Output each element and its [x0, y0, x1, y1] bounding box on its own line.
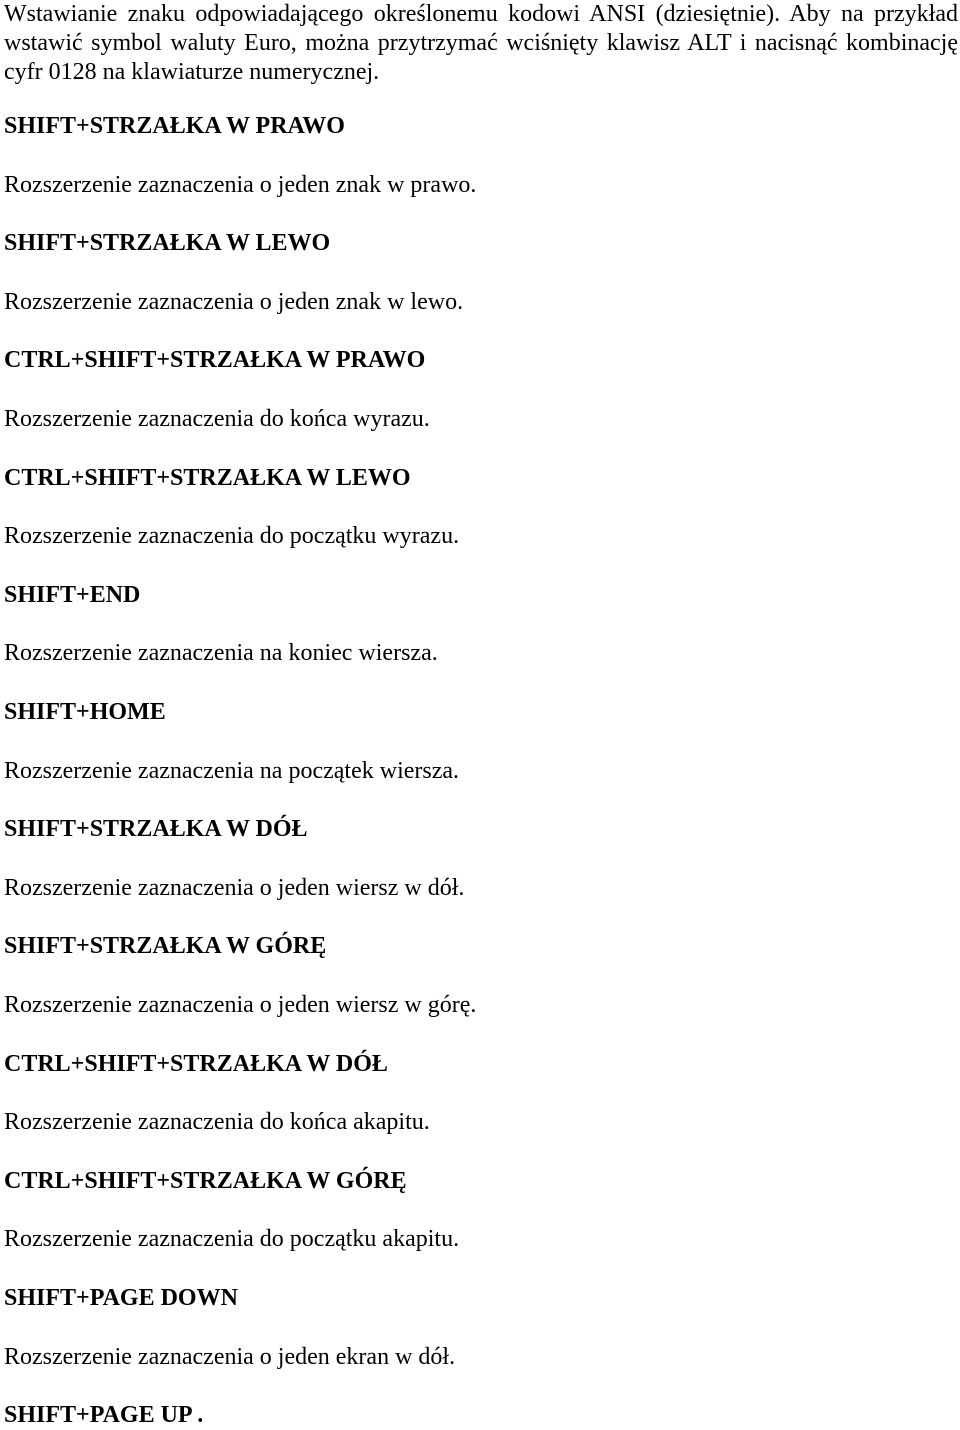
shortcut-key: SHIFT+PAGE DOWN — [4, 1285, 238, 1311]
shortcut-description: Rozszerzenie zaznaczenia o jeden ekran w dół. — [4, 1343, 456, 1370]
shortcut-key: SHIFT+STRZAŁKA W LEWO — [4, 230, 331, 257]
shortcut-key: SHIFT+PAGE UP . — [4, 1402, 204, 1429]
shortcut-key: SHIFT+STRZAŁKA W DÓŁ — [4, 816, 308, 843]
shortcut-description: Rozszerzenie zaznaczenia o jeden znak w prawo. — [4, 171, 477, 198]
shortcut-description: Rozszerzenie zaznaczenia o jeden wiersz w dół. — [4, 874, 465, 901]
shortcut-description: Rozszerzenie zaznaczenia do końca akapitu. — [4, 1109, 430, 1136]
shortcut-description: Rozszerzenie zaznaczenia do końca wyrazu. — [4, 405, 430, 432]
shortcut-description: Rozszerzenie zaznaczenia do początku akapitu. — [4, 1226, 460, 1253]
shortcut-key: CTRL+SHIFT+STRZAŁKA W PRAWO — [4, 347, 426, 374]
shortcut-description: Rozszerzenie zaznaczenia do początku wyrazu. — [4, 523, 460, 550]
shortcut-key: CTRL+SHIFT+STRZAŁKA W DÓŁ — [4, 1050, 388, 1077]
shortcut-key: SHIFT+HOME — [4, 699, 166, 725]
shortcut-description: Rozszerzenie zaznaczenia na początek wiersza. — [4, 757, 460, 784]
shortcut-description: Rozszerzenie zaznaczenia o jeden wiersz w górę. — [4, 991, 477, 1018]
shortcut-key: SHIFT+STRZAŁKA W PRAWO — [4, 113, 345, 139]
shortcut-description: Rozszerzenie zaznaczenia na koniec wiersza. — [4, 640, 438, 667]
shortcut-key: CTRL+SHIFT+STRZAŁKA W LEWO — [4, 464, 411, 491]
shortcut-key: SHIFT+STRZAŁKA W GÓRĘ — [4, 933, 327, 960]
document-page — [4, 0, 958, 1429]
intro-paragraph: Wstawianie znaku odpowiadającego określonemu kodowi ANSI (dziesiętnie). Aby na przykład wstawić symbol waluty Euro, można przytrzymać wciśnięty klawisz ALT i nacisnąć kombinację cyfr 0128 na klawiaturze numerycznej. — [4, 1, 958, 85]
shortcut-description: Rozszerzenie zaznaczenia o jeden znak w lewo. — [4, 288, 464, 315]
shortcut-key: SHIFT+END — [4, 581, 141, 608]
shortcut-key: CTRL+SHIFT+STRZAŁKA W GÓRĘ — [4, 1167, 407, 1194]
